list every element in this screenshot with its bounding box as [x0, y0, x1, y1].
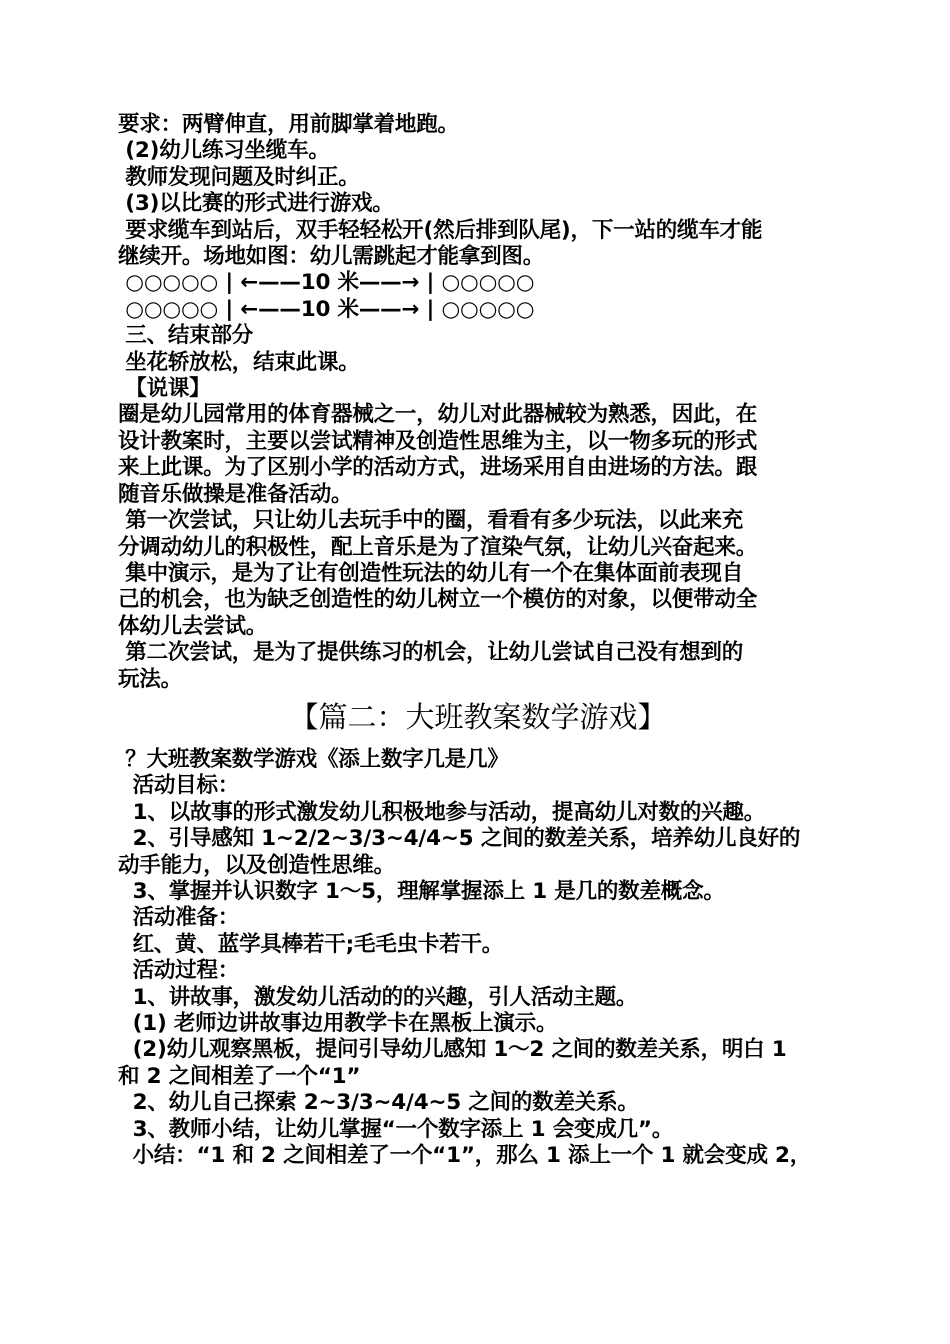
- text-line: 1、讲故事，激发幼儿活动的的兴趣，引人活动主题。: [118, 984, 638, 1010]
- field-diagram-row: ○○○○○ | ←——10 米——→ | ○○○○○: [118, 270, 535, 296]
- section-heading: 【说课】: [118, 376, 211, 402]
- text-line: 红、黄、蓝学具棒若干;毛毛虫卡若干。: [118, 931, 504, 957]
- text-line: 来上此课。为了区别小学的活动方式，进场采用自由进场的方法。跟: [118, 455, 758, 481]
- lesson-title: ？大班教案数学游戏《添上数字几是几》: [118, 746, 509, 772]
- lesson-part-two: [118, 747, 838, 1170]
- document-body: [118, 112, 838, 1169]
- text-line: 玩法。: [118, 666, 182, 692]
- field-diagram-row: ○○○○○ | ←——10 米——→ | ○○○○○: [118, 296, 535, 322]
- text-line: 和 2 之间相差了一个“1”: [118, 1063, 361, 1089]
- text-line: 继续开。场地如图：幼儿需跳起才能拿到图。: [118, 244, 545, 270]
- text-line: 第一次尝试，只让幼儿去玩手中的圈，看看有多少玩法，以此来充: [118, 508, 743, 534]
- text-line: 圈是幼儿园常用的体育器械之一，幼儿对此器械较为熟悉，因此，在: [118, 402, 758, 428]
- section-heading: 活动过程：: [118, 958, 240, 984]
- text-line: 集中演示，是为了让有创造性玩法的幼儿有一个在集体面前表现自: [118, 560, 743, 586]
- text-line: 3、教师小结，让幼儿掌握“一个数字添上 1 会变成几”。: [118, 1116, 674, 1142]
- text-line: 要求：两臂伸直，用前脚掌着地跑。: [118, 112, 459, 137]
- chapter-heading: 【篇二：大班教案数学游戏】: [289, 699, 667, 734]
- text-line: 教师发现问题及时纠正。: [118, 164, 360, 190]
- text-line: (1) 老师边讲故事边用教学卡在黑板上演示。: [118, 1011, 558, 1036]
- text-line: 1、以故事的形式激发幼儿积极地参与活动，提高幼儿对数的兴趣。: [118, 799, 766, 825]
- text-line: 第二次尝试，是为了提供练习的机会，让幼儿尝试自己没有想到的: [118, 640, 743, 666]
- text-line: 分调动幼儿的积极性，配上音乐是为了渲染气氛，让幼儿兴奋起来。: [118, 534, 758, 560]
- text-line: 小结：“1 和 2 之间相差了一个“1”，那么 1 添上一个 1 就会变成 2，: [118, 1143, 812, 1169]
- text-line: 2、幼儿自己探索 2~3/3~4/4~5 之间的数差关系。: [118, 1090, 639, 1116]
- text-line: 要求缆车到站后，双手轻轻松开(然后排到队尾)，下一站的缆车才能: [118, 217, 763, 243]
- text-line: (3)以比赛的形式进行游戏。: [118, 191, 394, 217]
- text-line: 坐花轿放松，结束此课。: [118, 349, 360, 375]
- text-line: 己的机会，也为缺乏创造性的幼儿树立一个模仿的对象，以便带动全: [118, 587, 758, 613]
- section-heading: 活动目标：: [118, 773, 240, 799]
- section-heading: 三、结束部分: [118, 323, 254, 349]
- text-line: (2)幼儿练习坐缆车。: [118, 138, 330, 164]
- text-line: 动手能力，以及创造性思维。: [118, 852, 395, 878]
- text-line: 设计教案时，主要以尝试精神及创造性思维为主，以一物多玩的形式: [118, 428, 758, 454]
- text-line: 随音乐做操是准备活动。: [118, 481, 353, 507]
- text-line: 体幼儿去尝试。: [118, 613, 268, 639]
- text-line: 3、掌握并认识数字 1～5，理解掌握添上 1 是几的数差概念。: [118, 878, 725, 904]
- text-line: (2)幼儿观察黑板，提问引导幼儿感知 1～2 之间的数差关系，明白 1: [118, 1037, 787, 1063]
- section-heading: 活动准备：: [118, 905, 240, 931]
- lesson-part-one: [118, 112, 838, 693]
- text-line: 2、引导感知 1~2/2~3/3~4/4~5 之间的数差关系，培养幼儿良好的: [118, 826, 801, 852]
